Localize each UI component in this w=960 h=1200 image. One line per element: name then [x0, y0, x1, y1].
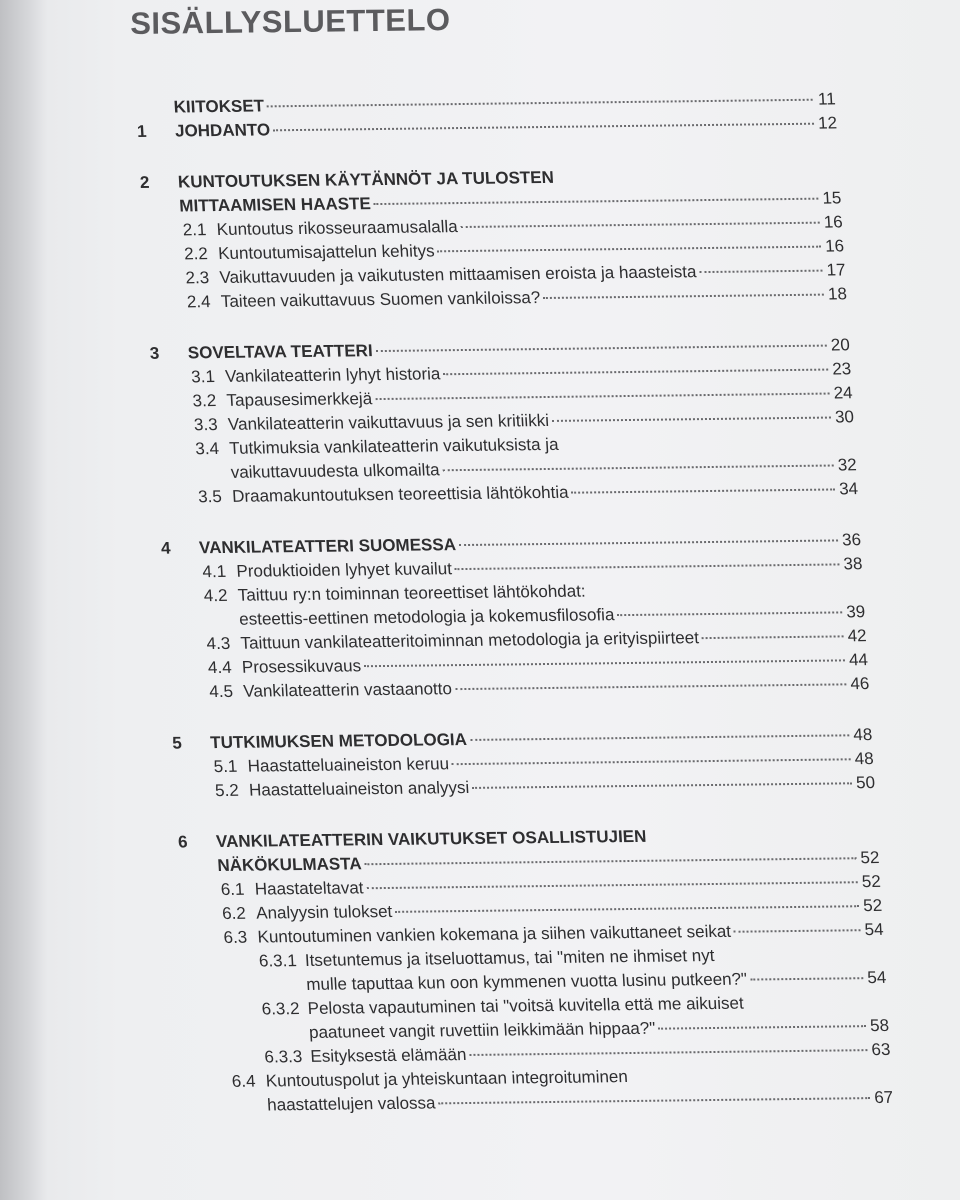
entry-number: 6.3: [222, 927, 248, 947]
entry-number: [261, 990, 307, 991]
entry-number: 5.1: [213, 756, 238, 777]
page-number: 20: [830, 335, 851, 355]
book-spine-shadow: [0, 0, 44, 1200]
dot-leader: [438, 1097, 870, 1104]
entry-number: 3.1: [190, 367, 216, 387]
page-number: 16: [823, 212, 844, 232]
entry-title: Vankilateatterin vaikuttavuus ja sen kritiikki: [227, 410, 550, 434]
entry-number: 6.3.1: [258, 951, 298, 971]
subsection-entry: [155, 429, 858, 486]
dot-leader: [443, 369, 828, 376]
entry-title: Pelosta vapautuminen tai "voitsä kuvitella että me aikuiset: [307, 993, 745, 1018]
dot-leader: [395, 905, 859, 913]
dot-leader: [365, 857, 857, 865]
dot-leader: [702, 635, 844, 639]
entry-title: Haastateltavat: [254, 878, 365, 899]
entry-title: mulle taputtaa kun oon kymmenen vuotta lusinu putkeen?": [305, 969, 748, 994]
entry-title: Analyysin tulokset: [255, 901, 393, 923]
page-number: 42: [847, 626, 868, 646]
page-number: 54: [866, 967, 887, 988]
entry-number: [263, 1038, 309, 1039]
dot-leader: [734, 929, 861, 933]
dot-leader: [617, 611, 842, 616]
dot-leader: [552, 417, 831, 422]
dot-leader: [461, 222, 820, 228]
dot-leader: [437, 246, 821, 253]
dot-leader: [699, 270, 822, 274]
toc-section: [177, 822, 894, 1118]
dot-leader: [750, 977, 863, 980]
subsection-entry: [163, 576, 866, 633]
entry-number: 2.4: [186, 292, 212, 312]
entry-title: vaikuttavuudesta ulkomailta: [230, 460, 441, 482]
entry-number: 4.1: [201, 561, 227, 582]
entry-title: paatuneet vangit ruvettiin leikkimään hippaa?": [308, 1018, 656, 1042]
entry-number: 3.2: [192, 391, 217, 411]
entry-number: 5: [171, 733, 183, 753]
entry-number: 4.4: [207, 657, 233, 678]
chapter-heading: [177, 822, 880, 879]
page-number: 48: [854, 749, 875, 769]
entry-number: 6.2: [221, 903, 247, 923]
entry-number: 2.2: [183, 244, 209, 264]
page-number: 11: [817, 89, 837, 109]
page-number: 52: [859, 847, 880, 868]
entry-number: 2.1: [182, 220, 207, 240]
page-number: 39: [845, 602, 866, 622]
entry-title: Haastatteluaineiston analyysi: [248, 777, 470, 800]
entry-title: Kuntoutuminen vankien kokemana ja siihen vaikuttaneet seikat: [256, 921, 732, 947]
entry-title: VANKILATEATTERIN VAIKUTUKSET OSALLISTUJIEN: [215, 826, 647, 852]
page-number: 38: [842, 554, 863, 574]
dot-leader: [543, 294, 824, 299]
entry-number: 5.2: [214, 780, 240, 801]
page-number: 52: [861, 871, 882, 892]
entry-number: 4.2: [203, 585, 229, 606]
dot-leader: [273, 123, 814, 132]
dot-leader: [452, 758, 851, 765]
page-number: 30: [834, 407, 855, 427]
subsection-entry: [191, 1062, 894, 1119]
page-number: 52: [862, 895, 883, 916]
entry-number: 3: [149, 343, 160, 363]
dot-leader: [364, 659, 845, 667]
entry-title: Vankilateatterin lyhyt historia: [224, 364, 441, 386]
entry-number: 6.3.3: [263, 1047, 303, 1067]
entry-number: 6.4: [231, 1071, 257, 1091]
entry-title: MITTAAMISEN HAASTE: [178, 194, 372, 216]
entry-title: Taittuun vankilateatteritoiminnan metodologia ja erityispiirteet: [240, 628, 700, 653]
entry-number: 3.3: [193, 415, 219, 435]
dot-leader: [472, 782, 852, 789]
dot-leader: [459, 539, 838, 546]
entry-title: KUNTOUTUKSEN KÄYTÄNNÖT JA TULOSTEN: [177, 167, 555, 192]
entry-title: Vaikuttavuuden ja vaikutusten mittaamisen eroista ja haasteista: [218, 262, 697, 287]
entry-title: Itsetuntemus ja itseluottamus, tai "miten ne ihmiset nyt: [304, 945, 715, 970]
entry-number: 4: [160, 538, 172, 558]
entry-title: SOVELTAVA TEATTERI: [187, 341, 374, 363]
page-number: 67: [873, 1087, 894, 1108]
page-number: 18: [827, 284, 848, 304]
entry-number: 3.5: [197, 486, 223, 507]
entry-title: haastattelujen valossa: [266, 1093, 436, 1115]
toc-section: [139, 162, 847, 314]
page-title: SISÄLLYSLUETTELO: [130, 2, 451, 41]
entry-title: Kuntoutumisajattelun kehitys: [217, 241, 436, 263]
entry-number: 1: [136, 121, 148, 141]
dot-leader: [443, 464, 834, 471]
entry-title: KIITOKSET: [173, 96, 265, 117]
entry-title: Taittuu ry:n toiminnan teoreettiset lähtökohdat:: [237, 581, 587, 605]
dot-leader: [374, 198, 819, 205]
dot-leader: [572, 488, 836, 493]
entry-title: Kuntoutuspolut ja yhteiskuntaan integroituminen: [265, 1067, 629, 1091]
chapter-heading: [139, 162, 842, 219]
entry-title: Taiteen vaikuttavuus Suomen vankiloissa?: [220, 288, 541, 311]
entry-number: 4.3: [206, 633, 231, 654]
page-number: 15: [821, 188, 842, 208]
page-number: 24: [833, 383, 854, 403]
entry-title: Tapausesimerkkejä: [226, 389, 373, 410]
dot-leader: [376, 345, 827, 353]
page-number: 34: [838, 479, 859, 499]
dot-leader: [366, 881, 857, 889]
dot-leader: [375, 393, 830, 401]
entry-title: Prosessikuvaus: [241, 656, 362, 677]
entry-title: Produktioiden lyhyet kuvailut: [235, 559, 453, 581]
entry-number: 6.1: [220, 879, 245, 900]
dot-leader: [455, 563, 840, 570]
entry-title: Esityksestä elämään: [309, 1045, 467, 1066]
page-number: 54: [864, 919, 885, 940]
toc-section: [149, 333, 859, 509]
entry-title: TUTKIMUKSEN METODOLOGIA: [209, 729, 468, 753]
page-number: 63: [870, 1039, 891, 1060]
entry-number: 2.3: [184, 268, 210, 288]
entry-number: 6: [177, 832, 189, 852]
page-number: 36: [841, 530, 862, 550]
entry-title: JOHDANTO: [174, 120, 271, 141]
dot-leader: [470, 734, 850, 741]
page-number: 58: [869, 1015, 890, 1036]
dot-leader: [455, 683, 847, 690]
entry-title: Vankilateatterin vastaanotto: [242, 679, 453, 701]
entry-title: NÄKÖKULMASTA: [216, 854, 363, 876]
table-of-contents: [135, 87, 894, 1118]
entry-title: esteettis-eettinen metodologia ja kokemusfilosofia: [238, 605, 615, 629]
page-number: 12: [817, 113, 838, 133]
toc-section: [160, 528, 870, 704]
toc-section: [172, 723, 876, 804]
subsection-entry: [187, 990, 890, 1047]
entry-number: 4.5: [208, 681, 234, 702]
page-number: 17: [825, 260, 847, 280]
entry-number: 3.4: [194, 439, 220, 459]
entry-number: 2: [139, 172, 150, 192]
entry-title: Kuntoutus rikosseuraamusalalla: [216, 217, 459, 240]
page-number: 50: [855, 773, 876, 793]
page-number: 32: [837, 455, 858, 475]
page-number: 48: [852, 725, 873, 745]
dot-leader: [267, 99, 813, 108]
page-number: 16: [824, 236, 845, 256]
page-number: 23: [831, 359, 852, 379]
dot-leader: [658, 1025, 866, 1030]
entry-title: Haastatteluaineiston keruu: [247, 754, 450, 776]
entry-number: 6.3.2: [261, 999, 301, 1019]
page-number: 46: [849, 674, 870, 694]
entry-title: Draamakuntoutuksen teoreettisia lähtökohtia: [231, 482, 570, 506]
page-number: 44: [848, 650, 869, 670]
entry-title: VANKILATEATTERI SUOMESSA: [198, 535, 457, 558]
subsection-entry: [184, 942, 887, 999]
entry-title: Tutkimuksia vankilateatterin vaikutuksista ja: [228, 434, 560, 458]
dot-leader: [469, 1049, 867, 1056]
